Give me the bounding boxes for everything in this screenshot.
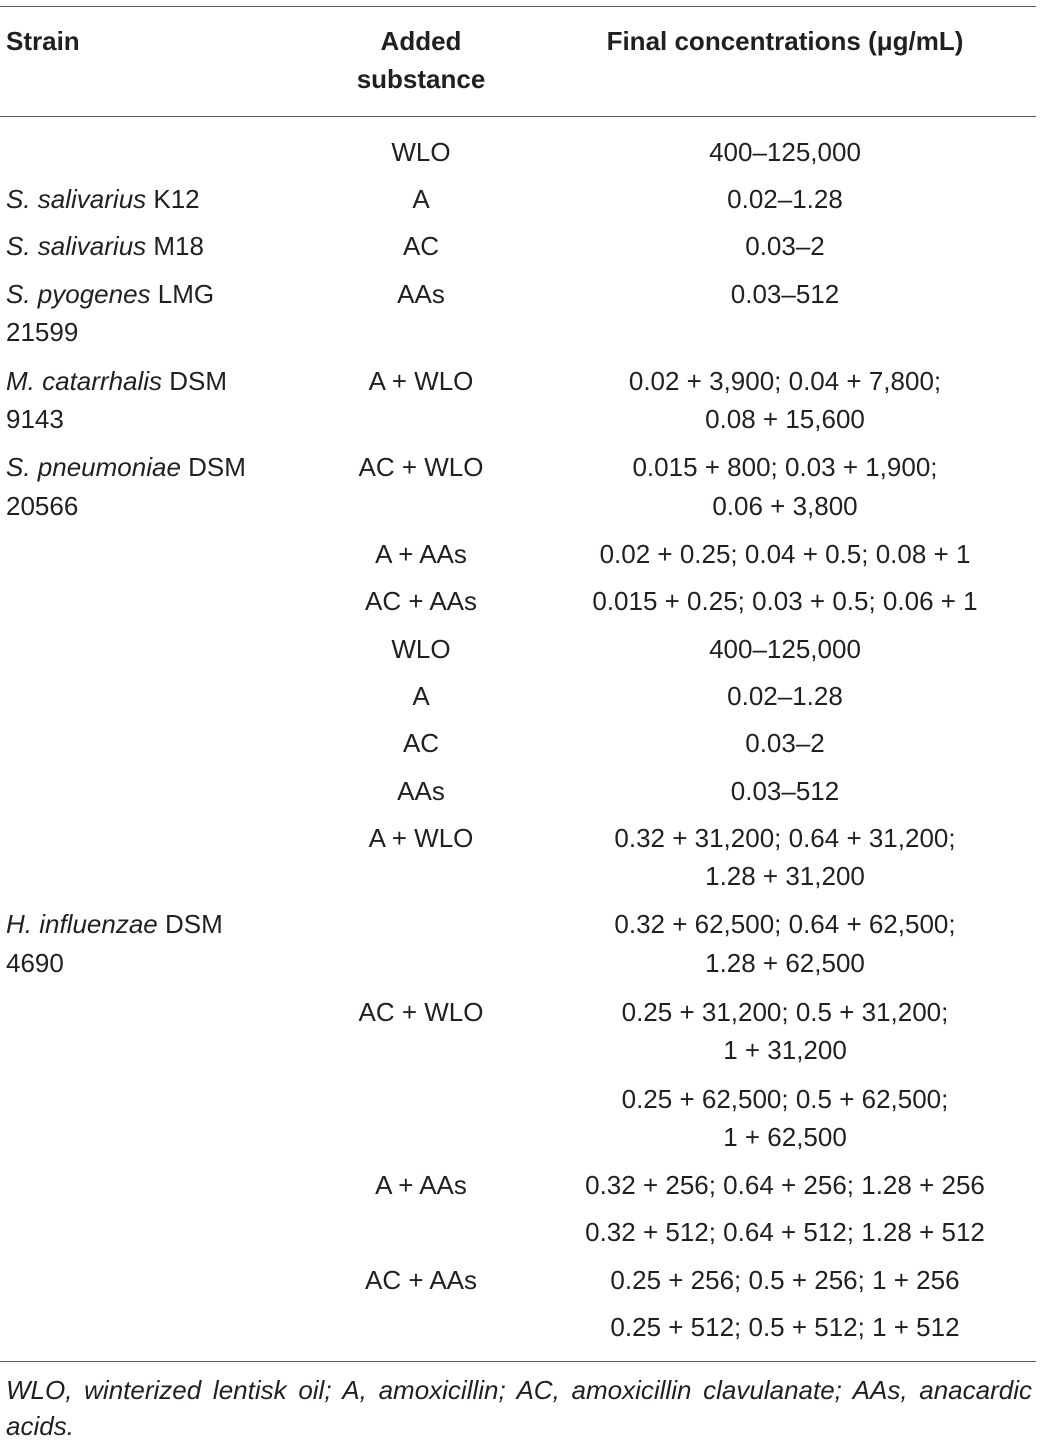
strain-cell: S. pyogenes LMG [6, 279, 215, 309]
concentration-cell-line2: 0.06 + 3,800 [712, 491, 858, 521]
concentration-cell: 0.02–1.28 [727, 681, 843, 711]
substance-cell: WLO [391, 137, 451, 167]
concentration-cell: 0.015 + 0.25; 0.03 + 0.5; 0.06 + 1 [592, 586, 978, 616]
strain-cell: S. salivarius M18 [6, 231, 204, 261]
strain-cell-line2: 9143 [6, 404, 64, 434]
substance-cell: AC + AAs [365, 1265, 477, 1295]
concentration-cell: 0.03–2 [745, 231, 825, 261]
concentration-cell: 0.015 + 800; 0.03 + 1,900; [632, 452, 938, 482]
substance-cell: A + AAs [375, 1170, 467, 1200]
substance-cell: AC [402, 231, 440, 261]
substance-cell: A + WLO [368, 366, 474, 396]
strain-cell: H. influenzae DSM [6, 909, 223, 939]
substance-cell: AC [402, 728, 440, 758]
strain-cell-line2: 21599 [6, 317, 79, 347]
substance-cell: WLO [391, 634, 451, 664]
table-footnote: WLO, winterized lentisk oil; A, amoxicillin; AC, amoxicillin clavulanate; AAs, anacardic acids. [6, 1375, 1032, 1441]
concentration-cell: 0.02 + 3,900; 0.04 + 7,800; [628, 366, 942, 396]
header-added-line1: Added [380, 26, 462, 56]
concentration-cell: 0.03–512 [730, 776, 840, 806]
concentration-cell: 400–125,000 [709, 634, 861, 664]
substance-cell: AAs [397, 279, 445, 309]
strain-cell-line2: 20566 [6, 491, 79, 521]
concentration-cell: 0.25 + 62,500; 0.5 + 62,500; [621, 1084, 949, 1114]
strain-cell-line2: 4690 [6, 948, 64, 978]
strain-cell: S. pneumoniae DSM [6, 452, 246, 482]
table-bottom-rule [0, 1361, 1036, 1362]
concentration-cell-line2: 1 + 31,200 [723, 1035, 847, 1065]
concentration-cell: 0.02–1.28 [727, 184, 843, 214]
concentration-cell: 400–125,000 [709, 137, 861, 167]
header-strain: Strain [6, 26, 80, 56]
concentration-cell: 0.32 + 512; 0.64 + 512; 1.28 + 512 [585, 1217, 985, 1247]
concentration-cell-line2: 1.28 + 31,200 [705, 861, 865, 891]
concentration-cell-line2: 0.08 + 15,600 [705, 404, 865, 434]
header-final-concentrations: Final concentrations (μg/mL) [606, 26, 964, 56]
concentration-cell: 0.25 + 31,200; 0.5 + 31,200; [621, 997, 949, 1027]
substance-cell: AC + WLO [358, 997, 484, 1027]
concentration-cell: 0.25 + 256; 0.5 + 256; 1 + 256 [610, 1265, 960, 1295]
concentration-cell: 0.32 + 62,500; 0.64 + 62,500; [614, 909, 956, 939]
substance-cell: AC + WLO [358, 452, 484, 482]
concentration-cell: 0.25 + 512; 0.5 + 512; 1 + 512 [610, 1312, 960, 1342]
substance-cell: A + AAs [375, 539, 467, 569]
strain-cell: M. catarrhalis DSM [6, 366, 228, 396]
concentration-cell: 0.02 + 0.25; 0.04 + 0.5; 0.08 + 1 [599, 539, 971, 569]
substance-cell: A [412, 184, 430, 214]
concentration-cell: 0.32 + 256; 0.64 + 256; 1.28 + 256 [585, 1170, 985, 1200]
concentration-cell: 0.03–512 [730, 279, 840, 309]
substance-cell: A [412, 681, 430, 711]
substance-cell: AAs [397, 776, 445, 806]
header-added-line2: substance [356, 64, 486, 94]
concentration-cell: 0.32 + 31,200; 0.64 + 31,200; [614, 823, 956, 853]
substance-cell: AC + AAs [365, 586, 477, 616]
concentration-cell: 0.03–2 [745, 728, 825, 758]
header-rule [0, 116, 1036, 117]
concentration-cell-line2: 1 + 62,500 [723, 1122, 847, 1152]
strain-cell: S. salivarius K12 [6, 184, 200, 214]
table-top-rule [0, 6, 1036, 7]
substance-cell: A + WLO [368, 823, 474, 853]
concentration-cell-line2: 1.28 + 62,500 [705, 948, 865, 978]
